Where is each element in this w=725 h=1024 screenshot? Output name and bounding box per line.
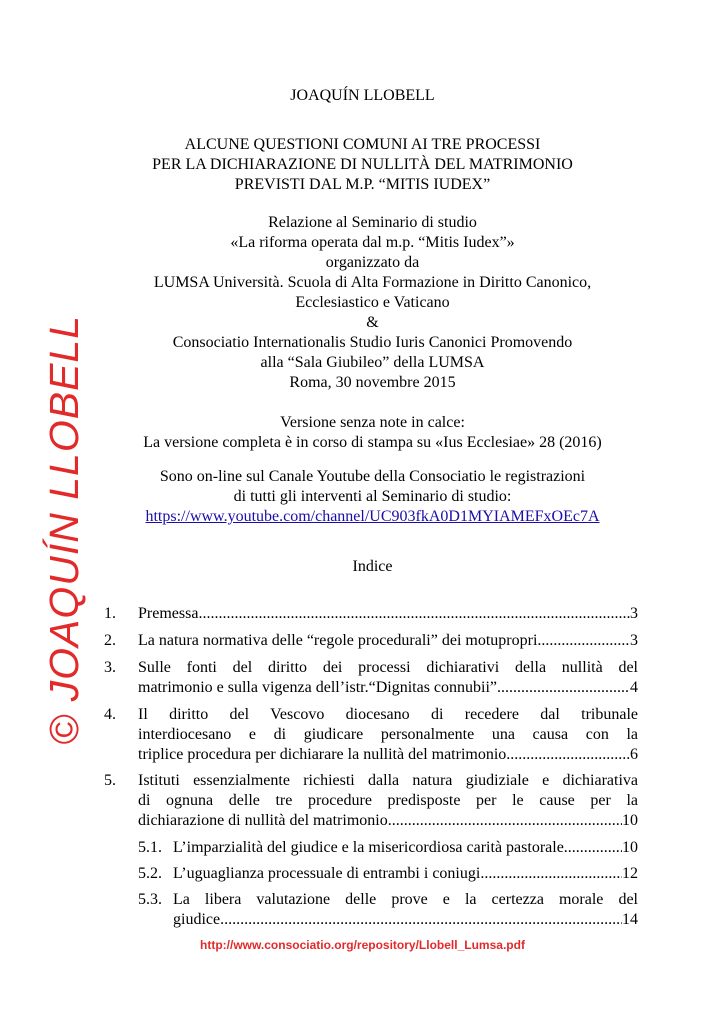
- seminar-line: alla “Sala Giubileo” della LUMSA: [260, 354, 485, 371]
- toc-page: 10: [622, 839, 638, 856]
- seminar-line: Consociatio Internationalis Studio Iuris Canonici Promovendo: [172, 334, 573, 351]
- toc-page: 3: [630, 605, 638, 622]
- toc-page: 6: [630, 746, 638, 763]
- seminar-line: Ecclesiastico e Vaticano: [295, 294, 450, 311]
- seminar-line: Roma, 30 novembre 2015: [289, 374, 456, 391]
- seminar-line: LUMSA Università. Scuola di Alta Formazione in Diritto Canonico,: [153, 274, 592, 291]
- seminar-line: Relazione al Seminario di studio: [268, 214, 477, 231]
- online-line: di tutti gli interventi al Seminario di studio:: [233, 488, 512, 505]
- toc-title: giudice: [173, 911, 221, 928]
- toc-leader: [388, 811, 622, 831]
- toc-number: 4.: [104, 706, 116, 723]
- toc-page: 12: [622, 865, 638, 882]
- index-heading: Indice: [352, 558, 393, 575]
- toc-title: L’uguaglianza processuale di entrambi i coniugi: [173, 865, 481, 882]
- toc-title: La natura normativa delle “regole procedurali” dei motupropri: [138, 632, 538, 649]
- youtube-link[interactable]: https://www.youtube.com/channel/UC903fkA0D1MYIAMEFxOEc7A: [145, 508, 600, 525]
- toc-title: dichiarazione di nullità del matrimonio: [138, 812, 388, 829]
- toc-leader: [198, 604, 630, 624]
- toc-number: 5.: [104, 772, 116, 789]
- toc-number: 5.2.: [138, 865, 162, 882]
- toc-page: 3: [630, 632, 638, 649]
- toc-number: 5.3.: [138, 891, 162, 908]
- document-title: [0, 135, 725, 195]
- toc-page: 10: [622, 812, 638, 829]
- toc-title-line: La libera valutazione delle prove e la certezza morale del: [173, 891, 638, 908]
- version-line: La versione completa è in corso di stampa su «Ius Ecclesiae» 28 (2016): [143, 434, 602, 451]
- toc-title: L’imparzialità del giudice e la misericordiosa carità pastorale: [173, 839, 564, 856]
- toc-number: 2.: [104, 632, 116, 649]
- toc-page: 4: [630, 679, 638, 696]
- toc-title-line: interdiocesano e di giudicare personalmente una causa con la: [138, 726, 638, 743]
- toc-leader: [497, 678, 630, 698]
- toc-page: 14: [622, 911, 638, 928]
- title-line: PER LA DICHIARAZIONE DI NULLITÀ DEL MATRIMONIO: [152, 156, 573, 173]
- toc-leader: [220, 910, 622, 930]
- toc-number: 1.: [104, 605, 116, 622]
- seminar-line: &: [366, 314, 379, 331]
- toc-title-line: Istituti essenzialmente richiesti dalla natura giudiziale e dichiarativa: [138, 772, 638, 789]
- version-line: Versione senza note in calce:: [280, 414, 465, 431]
- toc-title-line: di ognuna delle tre procedure predisposte per le cause per la: [138, 792, 638, 809]
- toc-leader: [480, 864, 622, 884]
- online-line: Sono on-line sul Canale Youtube della Consociatio le registrazioni: [159, 468, 586, 485]
- toc-title: matrimonio e sulla vigenza dell’istr.“Dignitas connubii”: [138, 679, 498, 696]
- title-line: PREVISTI DAL M.P. “MITIS IUDEX”: [234, 176, 491, 193]
- seminar-line: organizzato da: [325, 254, 420, 271]
- title-line: ALCUNE QUESTIONI COMUNI AI TRE PROCESSI: [184, 136, 541, 153]
- seminar-line: «La riforma operata dal m.p. “Mitis Iudex”»: [230, 234, 515, 251]
- toc-title-line: Sulle fonti del diritto dei processi dichiarativi della nullità del: [138, 659, 638, 676]
- toc-leader: [506, 745, 630, 765]
- seminar-info: [10, 213, 725, 393]
- toc-title-line: Il diritto del Vescovo diocesano di recedere dal tribunale: [138, 706, 638, 723]
- toc-leader: [564, 838, 622, 858]
- footer-url: http://www.consociatio.org/repository/Llobell_Lumsa.pdf: [200, 938, 525, 952]
- toc-leader: [537, 631, 630, 651]
- toc-title: triplice procedura per dichiarare la nullità del matrimonio: [138, 746, 507, 763]
- toc-title: Premessa: [138, 605, 199, 622]
- online-note: [10, 467, 725, 527]
- author-name: JOAQUÍN LLOBELL: [290, 87, 435, 104]
- copyright-watermark: © JOAQUÍN LLOBELL: [41, 314, 87, 745]
- toc-number: 3.: [104, 659, 116, 676]
- version-note: [10, 413, 725, 453]
- toc-number: 5.1.: [138, 839, 162, 856]
